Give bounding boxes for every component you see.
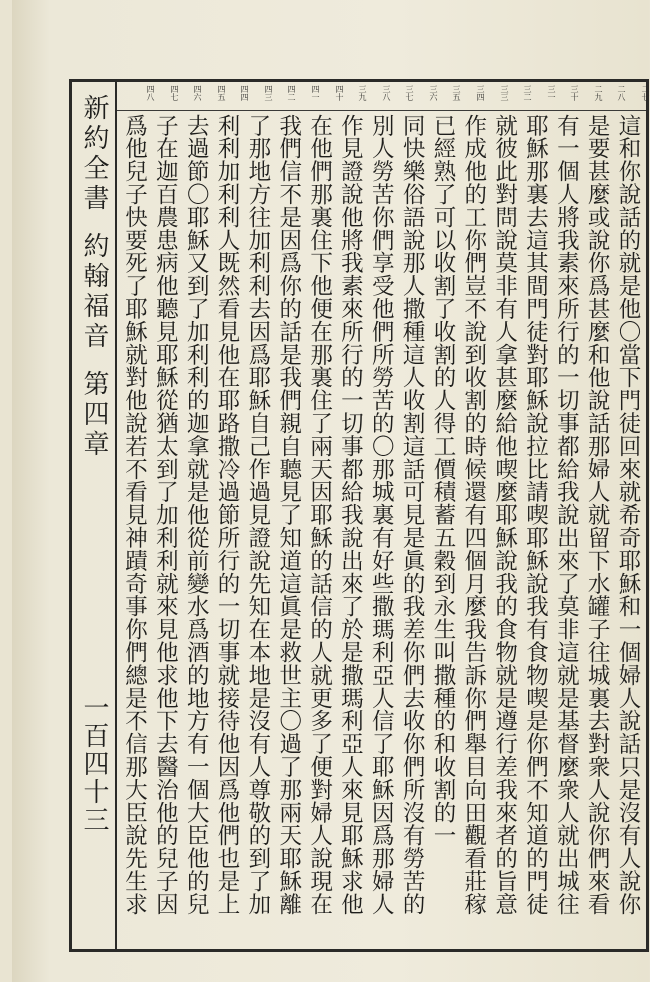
verse-ref: 三九	[358, 85, 367, 101]
text-column: 有一個人將我素來所行的一切事都給我說出來了莫非這就是基督麼衆人就出城往	[553, 114, 580, 916]
text-column: 作成他的工你們豈不說到收割的時候還有四個月麼我告訴你們舉目向田觀看莊稼	[460, 114, 487, 916]
text-column: 同快樂俗語說那人撒種這人收割這話可見是眞的我差你們去收你們所沒有勞苦的	[399, 114, 426, 916]
text-column: 耶穌那裏去這其間門徒對耶穌說拉比請喫耶穌說我有食物喫是你們不知道的門徒	[522, 114, 549, 916]
verse-ref: 三十	[570, 85, 579, 101]
verse-ref: 二八	[617, 85, 626, 101]
book-page	[12, 0, 649, 982]
verse-ref: 三三	[500, 85, 509, 101]
text-column: 子在迦百農患病他聽見耶穌從猶太到了加利利就來見他求他下去醫治他的兒子因	[152, 114, 179, 916]
verse-ref: 四六	[193, 85, 202, 101]
text-column: 利利加利利人既然看見他在耶路撒冷過節所行的一切事就接待他因爲他們也是上	[214, 114, 241, 916]
verse-ref: 三八	[382, 85, 391, 101]
verse-ref: 四十	[335, 85, 344, 101]
verse-ref: 四五	[217, 85, 226, 101]
text-column: 是要甚麼或說你爲甚麼和他說話那婦人就留下水罐子往城裏去對衆人說你們來看	[584, 114, 611, 916]
page-frame	[69, 79, 649, 952]
text-column: 我們信不是因爲你的話是我們親自聽見了知道這眞是救世主〇過了那兩天耶穌離	[275, 114, 302, 916]
text-column: 了那地方往加利利去因爲耶穌自己作過見證說先知在本地是沒有人尊敬的到了加	[244, 114, 271, 916]
chapter-label: 第四章	[79, 370, 109, 460]
verse-ref: 二九	[594, 85, 603, 101]
text-column: 已經熟了可以收割了收割的人得工價積蓄五穀到永生叫撒種的和收割的一	[429, 114, 456, 847]
verse-ref: 四二	[287, 85, 296, 101]
text-column: 別人勞苦你們享受他們所勞苦的〇那城裏有好些撒瑪利亞人信了耶穌因爲那婦人	[368, 114, 395, 916]
text-column: 去過節〇耶穌又到了加利利的迦拿就是他從前變水爲酒的地方有一個大臣他的兒	[183, 114, 210, 916]
verse-ref: 四一	[311, 85, 320, 101]
text-column: 這和你說話的就是他〇當下門徒回來就希奇耶穌和一個婦人說話只是沒有人說你	[615, 114, 641, 916]
verse-reference-row	[117, 82, 650, 111]
verse-ref: 四八	[146, 85, 155, 101]
text-column: 就彼此對問說莫非有人拿甚麼給他喫麼耶穌說我的食物就是遵行差我來者的旨意	[491, 114, 518, 916]
running-header	[72, 82, 117, 949]
verse-ref: 二七	[641, 85, 650, 101]
verse-ref: 三四	[476, 85, 485, 101]
text-column: 在他們那裏住下他便在那裏住了兩天因耶穌的話信的人就更多了便對婦人說現在	[306, 114, 333, 916]
verse-ref: 三七	[405, 85, 414, 101]
verse-ref: 三一	[547, 85, 556, 101]
gospel-name: 約翰福音	[79, 232, 109, 352]
verse-ref: 四七	[170, 85, 179, 101]
verse-ref: 四四	[240, 85, 249, 101]
header-title	[72, 94, 117, 460]
verse-ref: 三二	[523, 85, 532, 101]
text-body	[117, 110, 646, 949]
page-number: 一百四十三	[79, 694, 109, 834]
verse-ref: 三六	[429, 85, 438, 101]
verse-ref: 三五	[452, 85, 461, 101]
verse-ref: 四三	[264, 85, 273, 101]
book-title: 新約全書	[79, 94, 109, 214]
text-column: 爲他兒子快要死了耶穌就對他說若不看見神蹟奇事你們總是不信那大臣說先生求	[121, 114, 148, 916]
text-column: 作見證說他將我素來所行的一切事都給我說出來了於是撒瑪利亞人來見耶穌求他	[337, 114, 364, 916]
